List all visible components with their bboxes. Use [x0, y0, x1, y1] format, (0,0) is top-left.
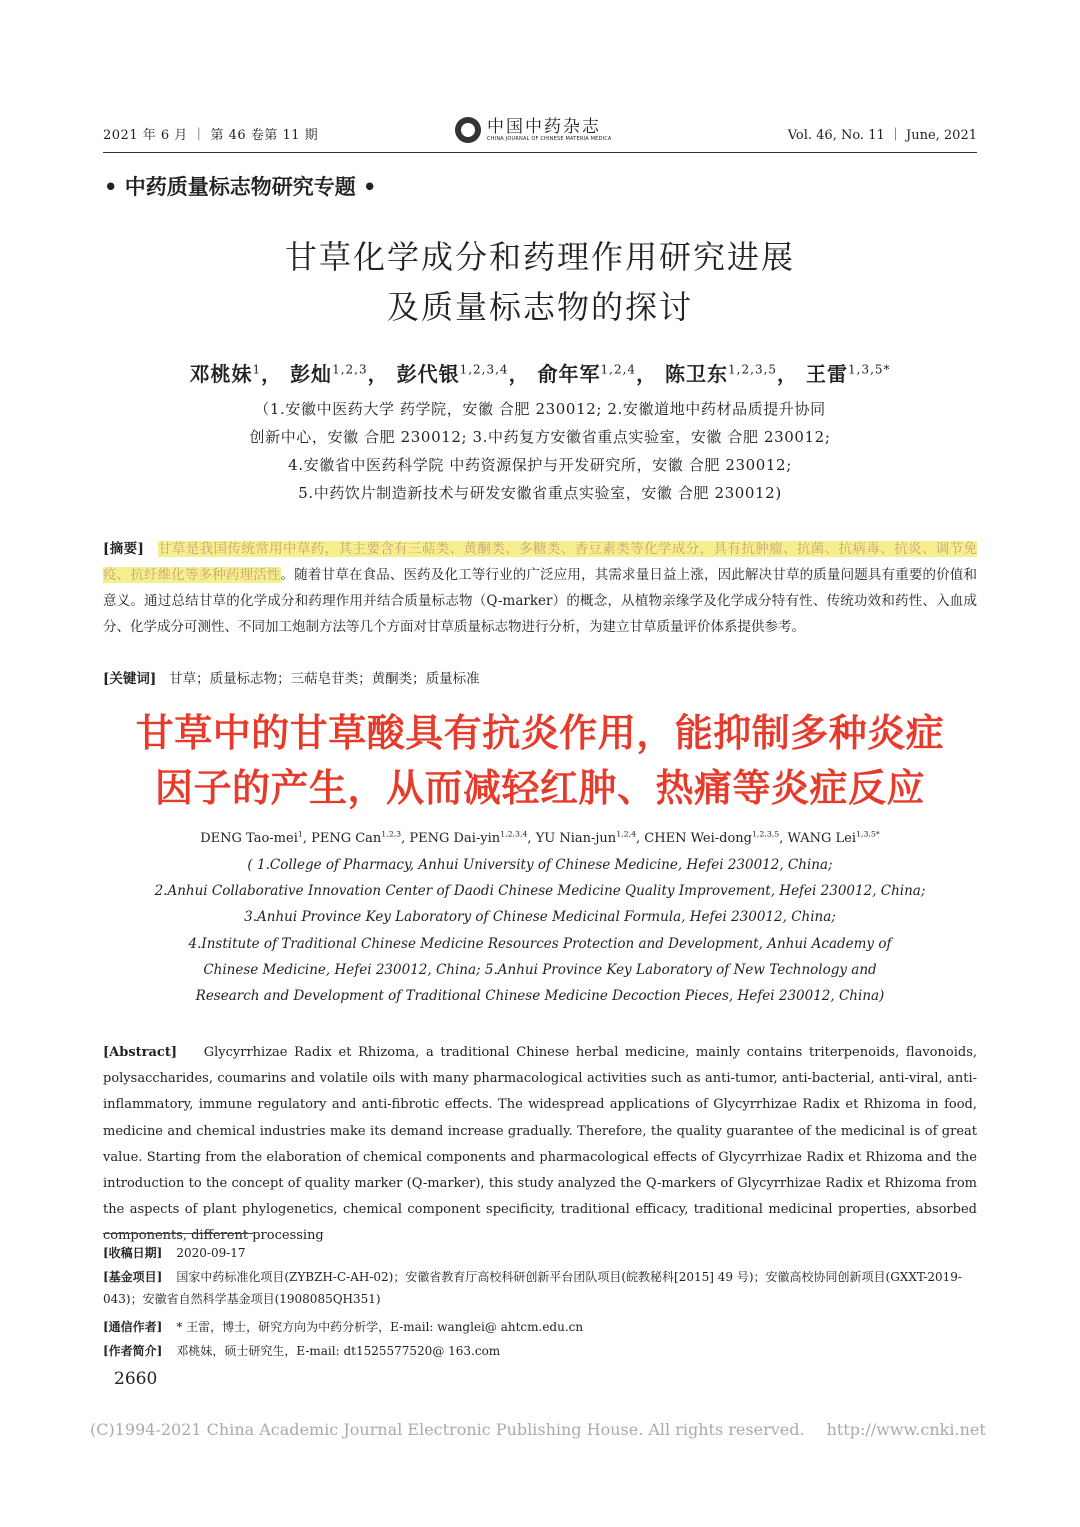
footnote-author-bio: [作者简介] 邓桃妹，硕士研究生，E-mail: dt1525577520@ 163.com — [103, 1344, 501, 1358]
copyright-text: (C)1994-2021 China Academic Journal Electronic Publishing House. All rights reserved. — [90, 1420, 805, 1439]
abstract-cn — [103, 536, 977, 640]
affiliation-en-line: Chinese Medicine, Hefei 230012, China; 5.Anhui Province Key Laboratory of New Technology and — [203, 962, 877, 978]
abstract-en-text: Glycyrrhizae Radix et Rhizoma, a traditional Chinese herbal medicine, mainly contains triterpenoids, flavonoids, polysaccharides, coumarins and volatile oils with many pharmacological activities such as anti-tumor, anti-bacterial, anti-viral, anti-inflammatory, immune regulatory and anti-fibrotic effects. The widespread applications of Glycyrrhizae Radix et Rhizoma in food, medicine and chemical industries make its demand increase gradually. Therefore, the quality guarantee of the medicinal is of great value. Starting from the elaboration of chemical components and pharmacological effects of Glycyrrhizae Radix et Rhizoma and the introduction to the concept of quality marker (Q-marker), this study analyzed the Q-markers of Glycyrrhizae Radix et Rhizoma from the aspects of plant phylogenetics, chemical component specificity, traditional efficacy, traditional medicinal properties, absorbed components, different processing — [103, 1045, 977, 1244]
abstract-en — [103, 1040, 977, 1250]
keywords-cn-label: [关键词] — [103, 671, 157, 687]
affiliation-en-line: 4.Institute of Traditional Chinese Medicine Resources Protection and Development, Anhui Academy of — [188, 936, 892, 952]
footnote-received: [收稿日期] 2020-09-17 — [103, 1246, 246, 1260]
author-en: YU Nian-jun$^{1,2,4}$, — [535, 830, 645, 847]
affiliation-en-line: 3.Anhui Province Key Laboratory of Chinese Medicinal Formula, Hefei 230012, China; — [244, 909, 836, 925]
banner-caption-line-1: 甘草中的甘草酸具有抗炎作用，能抑制多种炎症 — [135, 711, 945, 755]
paper-title-line-1: 甘草化学成分和药理作用研究进展 — [284, 238, 795, 276]
author-en: WANG Lei$^{1,3,5*}$ — [787, 830, 880, 847]
footnote-funding: [基金项目] 国家中药标准化项目(ZYBZH-C-AH-02)；安徽省教育厅高校科研创新平台团队项目(皖教秘科[2015] 49 号)；安徽高校协同创新项目(GXXT-2019-043)；安徽省自然科学基金项目(1908085QH351) — [103, 1270, 962, 1306]
author-en: CHEN Wei-dong$^{1,2,3,5}$, — [644, 830, 788, 847]
affiliation-en-line: Research and Development of Traditional Chinese Medicine Decoction Pieces, Hefei 230012, China) — [195, 988, 885, 1004]
author-en: DENG Tao-mei$^1$, — [200, 830, 312, 847]
copyright-footer — [90, 1420, 986, 1439]
affiliation-cn-line: 4.安徽省中医药科学院 中药资源保护与开发研究所，安徽 合肥 230012; — [288, 456, 792, 474]
author-cn: 陈卫东$^{1,2,3,5}$， — [665, 362, 799, 386]
section-title: • 中药质量标志物研究专题 • — [104, 175, 377, 199]
journal-name-en: CHINA JOURNAL OF CHINESE MATERIA MEDICA — [487, 135, 612, 142]
journal-emblem-icon — [455, 117, 481, 143]
affiliation-cn-line: 5.中药饮片制造新技术与研发安徽省重点实验室，安徽 合肥 230012) — [298, 484, 782, 502]
banner-caption-line-2: 因子的产生，从而减轻红肿、热痛等炎症反应 — [154, 766, 925, 810]
cnki-link[interactable]: http://www.cnki.net — [826, 1420, 986, 1439]
keywords-cn-text: 甘草；质量标志物；三萜皂苷类；黄酮类；质量标准 — [169, 671, 480, 687]
page-number: 2660 — [114, 1369, 158, 1389]
author-en: PENG Can$^{1,2,3}$, — [311, 830, 410, 847]
header-rule — [103, 152, 977, 153]
paper-title-line-2: 及质量标志物的探讨 — [386, 288, 693, 326]
authors-cn — [0, 358, 1080, 387]
highlighted-text: 甘草是我国传统常用中草药，其主要含有三萜类、黄酮类、多糖类、香豆素类等化学成分，具有抗肿瘤、抗菌、抗病毒、抗炎、调节免疫、抗纤维化等多种药理活性 — [103, 541, 978, 583]
author-cn: 彭代银$^{1,2,3,4}$， — [396, 362, 530, 386]
volume-info: Vol. 46, No. 11 ｜ June, 2021 — [787, 128, 977, 143]
abstract-cn-label: [摘要] — [103, 541, 144, 557]
affiliation-cn-line: 创新中心，安徽 合肥 230012; 3.中药复方安徽省重点实验室，安徽 合肥 230012; — [249, 428, 831, 446]
affiliation-en-line: 2.Anhui Collaborative Innovation Center of Daodi Chinese Medicine Quality Improvement, Hefei 230012, China; — [154, 883, 926, 899]
journal-logo — [455, 117, 612, 143]
journal-name-cn: 中国中药杂志 — [487, 116, 601, 137]
footnote-correspondence: [通信作者] * 王雷，博士，研究方向为中药分析学，E-mail: wanglei@ ahtcm.edu.cn — [103, 1320, 584, 1334]
affiliation-cn-line: （1.安徽中医药大学 药学院，安徽 合肥 230012; 2.安徽道地中药材品质提升协同 — [254, 400, 826, 418]
author-cn: 邓桃妹$^1$， — [189, 362, 283, 386]
abstract-en-label: [Abstract] — [103, 1045, 177, 1060]
author-cn: 彭灿$^{1,2,3}$， — [290, 362, 389, 386]
author-cn: 王雷$^{1,3,5*}$ — [806, 362, 891, 386]
keywords-cn — [103, 666, 977, 692]
footnote-rule — [103, 1233, 253, 1234]
author-cn: 俞年军$^{1,2,4}$， — [537, 362, 658, 386]
issue-date: 2021 年 6 月 ｜ 第 46 卷第 11 期 — [103, 128, 319, 143]
abstract-cn-text: 。随着甘草在食品、医药及化工等行业的广泛应用，其需求量日益上涨，因此解决甘草的质量问题具有重要的价值和意义。通过总结甘草的化学成分和药理作用并结合质量标志物（Q-marker）的概念，从植物亲缘学及化学成分特有性、传统功效和药性、入血成分、化学成分可测性、不同加工炮制方法等几个方面对甘草质量标志物进行分析，为建立甘草质量评价体系提供参考。 — [103, 567, 978, 635]
author-en: PENG Dai-yin$^{1,2,3,4}$, — [409, 830, 536, 847]
authors-en — [0, 830, 1080, 846]
affiliation-en-line: ( 1.College of Pharmacy, Anhui University of Chinese Medicine, Hefei 230012, China; — [247, 857, 833, 873]
